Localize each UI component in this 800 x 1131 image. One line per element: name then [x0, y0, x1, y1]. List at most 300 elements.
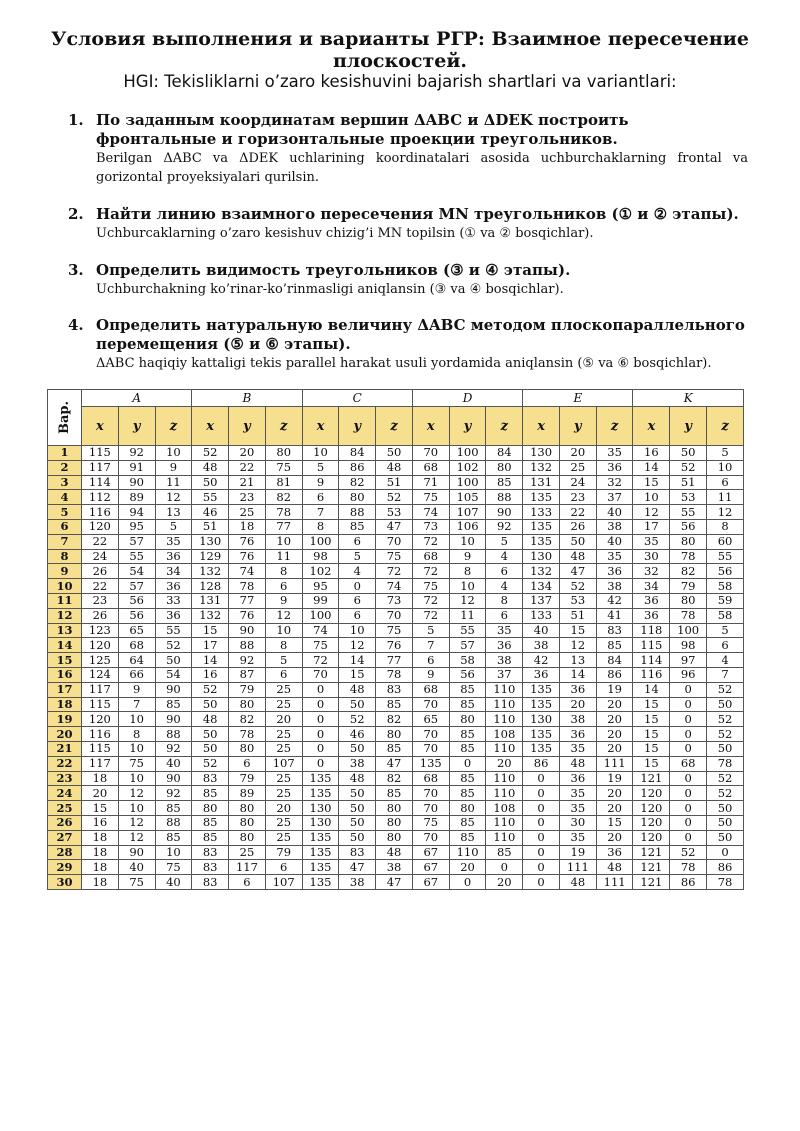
table-cell: 77 — [376, 653, 413, 668]
table-cell: 90 — [155, 771, 192, 786]
table-cell: 53 — [559, 593, 596, 608]
axis-header-e-x: x — [523, 407, 560, 446]
table-cell: 18 — [82, 875, 119, 890]
table-cell: 6 — [707, 638, 744, 653]
table-cell: 14 — [633, 682, 670, 697]
table-cell: 86 — [523, 756, 560, 771]
table-cell: 20 — [82, 786, 119, 801]
task-2 — [68, 205, 748, 243]
table-cell: 60 — [707, 534, 744, 549]
table-cell: 90 — [118, 845, 155, 860]
axis-header-row — [48, 407, 744, 446]
table-cell: 76 — [229, 549, 266, 564]
table-cell: 0 — [670, 830, 707, 845]
point-header-e: E — [523, 390, 633, 407]
table-cell: 37 — [596, 490, 633, 505]
table-cell: 80 — [376, 727, 413, 742]
table-cell: 56 — [118, 608, 155, 623]
table-cell: 70 — [412, 830, 449, 845]
table-cell: 25 — [265, 830, 302, 845]
table-cell: 85 — [486, 845, 523, 860]
table-cell: 85 — [449, 830, 486, 845]
table-cell: 83 — [376, 682, 413, 697]
table-cell: 40 — [596, 505, 633, 520]
table-cell: 8 — [449, 564, 486, 579]
table-cell: 19 — [596, 682, 633, 697]
table-cell: 15 — [192, 623, 229, 638]
table-cell: 52 — [707, 786, 744, 801]
table-cell: 72 — [412, 608, 449, 623]
variant-number: 5 — [48, 505, 82, 520]
table-cell: 116 — [82, 505, 119, 520]
table-cell: 25 — [265, 741, 302, 756]
task-3 — [68, 261, 748, 299]
table-cell: 16 — [633, 446, 670, 461]
variant-number: 18 — [48, 697, 82, 712]
table-cell: 18 — [229, 519, 266, 534]
table-cell: 35 — [596, 446, 633, 461]
table-cell: 20 — [559, 446, 596, 461]
task-number: 1. — [68, 111, 84, 129]
table-cell: 135 — [302, 875, 339, 890]
table-cell: 85 — [339, 519, 376, 534]
table-cell: 59 — [707, 593, 744, 608]
point-header-k: K — [633, 390, 744, 407]
table-cell: 58 — [449, 653, 486, 668]
table-cell: 20 — [559, 697, 596, 712]
table-cell: 84 — [596, 653, 633, 668]
table-cell: 80 — [449, 712, 486, 727]
table-cell: 86 — [670, 875, 707, 890]
table-cell: 112 — [82, 490, 119, 505]
table-cell: 23 — [229, 490, 266, 505]
table-cell: 40 — [523, 623, 560, 638]
table-cell: 50 — [707, 697, 744, 712]
table-cell: 35 — [559, 801, 596, 816]
table-cell: 133 — [523, 608, 560, 623]
task-number: 4. — [68, 316, 84, 334]
table-row — [48, 446, 744, 461]
table-cell: 40 — [155, 756, 192, 771]
table-cell: 135 — [523, 697, 560, 712]
table-cell: 40 — [118, 860, 155, 875]
table-cell: 117 — [229, 860, 266, 875]
table-cell: 7 — [707, 667, 744, 682]
table-cell: 135 — [302, 860, 339, 875]
table-cell: 8 — [707, 519, 744, 534]
table-cell: 10 — [118, 712, 155, 727]
table-cell: 10 — [339, 623, 376, 638]
table-row — [48, 771, 744, 786]
table-cell: 0 — [523, 771, 560, 786]
table-cell: 80 — [376, 801, 413, 816]
table-cell: 36 — [155, 549, 192, 564]
table-cell: 47 — [376, 756, 413, 771]
table-cell: 6 — [339, 608, 376, 623]
table-cell: 78 — [229, 727, 266, 742]
point-header-c: C — [302, 390, 412, 407]
variant-header-label: Вар. — [57, 400, 73, 435]
table-cell: 14 — [192, 653, 229, 668]
table-cell: 110 — [486, 830, 523, 845]
table-cell: 0 — [523, 801, 560, 816]
table-cell: 65 — [412, 712, 449, 727]
table-cell: 135 — [302, 845, 339, 860]
table-row — [48, 534, 744, 549]
table-cell: 0 — [670, 741, 707, 756]
axis-header-a-z: z — [155, 407, 192, 446]
variant-header — [48, 390, 82, 446]
table-cell: 80 — [192, 801, 229, 816]
table-cell: 135 — [412, 756, 449, 771]
table-cell: 110 — [486, 682, 523, 697]
axis-header-b-z: z — [265, 407, 302, 446]
table-cell: 95 — [118, 519, 155, 534]
table-cell: 6 — [302, 490, 339, 505]
table-cell: 114 — [633, 653, 670, 668]
table-cell: 35 — [559, 741, 596, 756]
table-cell: 80 — [376, 830, 413, 845]
table-cell: 0 — [670, 771, 707, 786]
table-cell: 0 — [302, 741, 339, 756]
axis-header-e-z: z — [596, 407, 633, 446]
table-cell: 52 — [155, 638, 192, 653]
task-text-uz: ΔABC haqiqiy kattaligi tekis parallel harakat usuli yordamida aniqlansin (⑤ va ⑥ bosqichlar). — [96, 356, 712, 371]
table-cell: 68 — [670, 756, 707, 771]
table-cell: 57 — [118, 534, 155, 549]
table-cell: 123 — [82, 623, 119, 638]
table-cell: 70 — [376, 608, 413, 623]
table-cell: 74 — [302, 623, 339, 638]
table-cell: 102 — [449, 460, 486, 475]
table-cell: 95 — [302, 579, 339, 594]
table-cell: 132 — [523, 460, 560, 475]
table-cell: 22 — [82, 534, 119, 549]
table-cell: 111 — [596, 756, 633, 771]
table-cell: 24 — [82, 549, 119, 564]
table-cell: 117 — [82, 756, 119, 771]
variant-number: 9 — [48, 564, 82, 579]
table-cell: 0 — [302, 727, 339, 742]
table-cell: 23 — [82, 593, 119, 608]
table-cell: 0 — [302, 697, 339, 712]
table-cell: 55 — [707, 549, 744, 564]
table-cell: 12 — [265, 608, 302, 623]
table-row — [48, 549, 744, 564]
table-row — [48, 697, 744, 712]
task-number: 2. — [68, 205, 84, 223]
table-cell: 50 — [192, 697, 229, 712]
table-cell: 8 — [302, 519, 339, 534]
table-cell: 86 — [707, 860, 744, 875]
table-cell: 5 — [339, 549, 376, 564]
table-cell: 120 — [82, 638, 119, 653]
table-cell: 17 — [192, 638, 229, 653]
table-cell: 78 — [670, 608, 707, 623]
variant-number: 25 — [48, 801, 82, 816]
table-cell: 50 — [339, 830, 376, 845]
task-text-uz: Uchburcaklarning o’zaro kesishuv chizig’i MN topilsin (① va ② bosqichlar). — [96, 226, 594, 241]
table-row — [48, 801, 744, 816]
table-cell: 85 — [449, 815, 486, 830]
table-cell: 0 — [707, 845, 744, 860]
table-cell: 57 — [449, 638, 486, 653]
table-cell: 80 — [229, 697, 266, 712]
table-cell: 100 — [302, 534, 339, 549]
table-row — [48, 653, 744, 668]
table-cell: 25 — [559, 460, 596, 475]
table-cell: 110 — [449, 845, 486, 860]
axis-header-b-y: y — [229, 407, 266, 446]
table-row — [48, 860, 744, 875]
table-cell: 50 — [376, 446, 413, 461]
table-cell: 88 — [155, 727, 192, 742]
table-cell: 111 — [596, 875, 633, 890]
table-cell: 85 — [376, 741, 413, 756]
table-cell: 78 — [265, 505, 302, 520]
table-cell: 110 — [486, 712, 523, 727]
table-cell: 80 — [265, 446, 302, 461]
table-cell: 54 — [118, 564, 155, 579]
table-cell: 35 — [596, 549, 633, 564]
table-cell: 76 — [229, 608, 266, 623]
table-cell: 85 — [449, 741, 486, 756]
table-cell: 10 — [265, 623, 302, 638]
table-cell: 98 — [670, 638, 707, 653]
table-cell: 78 — [229, 579, 266, 594]
table-cell: 5 — [486, 534, 523, 549]
table-cell: 85 — [192, 786, 229, 801]
table-cell: 115 — [82, 697, 119, 712]
table-cell: 4 — [339, 564, 376, 579]
axis-header-e-y: y — [559, 407, 596, 446]
table-cell: 100 — [670, 623, 707, 638]
table-cell: 132 — [523, 564, 560, 579]
table-cell: 92 — [155, 786, 192, 801]
table-cell: 5 — [265, 653, 302, 668]
table-cell: 85 — [486, 475, 523, 490]
table-cell: 15 — [633, 727, 670, 742]
table-cell: 75 — [412, 490, 449, 505]
table-cell: 97 — [670, 653, 707, 668]
table-cell: 4 — [486, 579, 523, 594]
table-cell: 106 — [449, 519, 486, 534]
table-cell: 82 — [339, 475, 376, 490]
table-cell: 85 — [449, 682, 486, 697]
table-row — [48, 712, 744, 727]
table-cell: 85 — [376, 697, 413, 712]
table-cell: 72 — [302, 653, 339, 668]
table-cell: 5 — [155, 519, 192, 534]
table-cell: 88 — [339, 505, 376, 520]
table-cell: 30 — [633, 549, 670, 564]
table-cell: 25 — [265, 682, 302, 697]
table-row — [48, 579, 744, 594]
table-cell: 5 — [412, 623, 449, 638]
table-row — [48, 608, 744, 623]
table-cell: 94 — [118, 505, 155, 520]
table-cell: 55 — [192, 490, 229, 505]
table-cell: 36 — [486, 638, 523, 653]
table-cell: 73 — [376, 593, 413, 608]
table-cell: 36 — [559, 727, 596, 742]
table-cell: 52 — [192, 682, 229, 697]
table-cell: 0 — [670, 682, 707, 697]
table-cell: 8 — [265, 638, 302, 653]
table-cell: 15 — [633, 741, 670, 756]
table-cell: 50 — [670, 446, 707, 461]
table-cell: 0 — [302, 756, 339, 771]
table-cell: 20 — [449, 860, 486, 875]
table-cell: 25 — [229, 505, 266, 520]
table-cell: 80 — [229, 741, 266, 756]
table-cell: 10 — [449, 534, 486, 549]
table-cell: 117 — [82, 460, 119, 475]
table-cell: 51 — [559, 608, 596, 623]
table-cell: 74 — [229, 564, 266, 579]
table-cell: 110 — [486, 741, 523, 756]
table-cell: 15 — [339, 667, 376, 682]
table-cell: 55 — [449, 623, 486, 638]
table-cell: 121 — [633, 860, 670, 875]
table-cell: 70 — [412, 741, 449, 756]
table-cell: 5 — [302, 460, 339, 475]
table-cell: 41 — [596, 608, 633, 623]
table-cell: 6 — [265, 667, 302, 682]
table-cell: 86 — [339, 460, 376, 475]
table-cell: 90 — [155, 682, 192, 697]
axis-header-k-x: x — [633, 407, 670, 446]
table-cell: 50 — [339, 815, 376, 830]
table-cell: 85 — [596, 638, 633, 653]
table-cell: 20 — [486, 756, 523, 771]
table-cell: 0 — [523, 815, 560, 830]
table-cell: 83 — [192, 860, 229, 875]
table-cell: 115 — [82, 446, 119, 461]
variant-number: 6 — [48, 519, 82, 534]
table-row — [48, 667, 744, 682]
table-cell: 10 — [118, 801, 155, 816]
table-cell: 50 — [707, 741, 744, 756]
table-cell: 9 — [118, 682, 155, 697]
table-cell: 10 — [155, 845, 192, 860]
table-cell: 20 — [486, 875, 523, 890]
table-cell: 50 — [707, 815, 744, 830]
table-cell: 67 — [412, 860, 449, 875]
table-cell: 81 — [265, 475, 302, 490]
table-cell: 6 — [265, 860, 302, 875]
table-cell: 52 — [192, 756, 229, 771]
table-cell: 121 — [633, 771, 670, 786]
table-cell: 121 — [633, 875, 670, 890]
table-cell: 20 — [596, 830, 633, 845]
table-cell: 83 — [192, 875, 229, 890]
table-cell: 73 — [412, 519, 449, 534]
table-cell: 120 — [633, 801, 670, 816]
table-cell: 35 — [633, 534, 670, 549]
table-cell: 50 — [339, 786, 376, 801]
table-cell: 12 — [118, 815, 155, 830]
page-subtitle: HGI: Tekisliklarni o’zaro kesishuvini bajarish shartlari va variantlari: — [123, 72, 677, 91]
table-cell: 0 — [523, 860, 560, 875]
table-row — [48, 815, 744, 830]
table-cell: 85 — [376, 786, 413, 801]
table-cell: 40 — [155, 875, 192, 890]
variant-number: 21 — [48, 741, 82, 756]
table-cell: 120 — [633, 815, 670, 830]
table-cell: 78 — [670, 549, 707, 564]
table-row — [48, 623, 744, 638]
table-cell: 100 — [302, 608, 339, 623]
table-cell: 36 — [523, 667, 560, 682]
table-cell: 6 — [486, 608, 523, 623]
table-cell: 107 — [265, 756, 302, 771]
table-cell: 82 — [376, 771, 413, 786]
table-cell: 20 — [265, 801, 302, 816]
table-cell: 89 — [118, 490, 155, 505]
table-cell: 85 — [192, 815, 229, 830]
table-cell: 8 — [265, 564, 302, 579]
table-cell: 99 — [302, 593, 339, 608]
table-cell: 36 — [155, 608, 192, 623]
table-row — [48, 875, 744, 890]
table-cell: 0 — [486, 860, 523, 875]
point-header-row — [48, 390, 744, 407]
table-cell: 100 — [449, 446, 486, 461]
variant-number: 2 — [48, 460, 82, 475]
table-row — [48, 519, 744, 534]
table-cell: 120 — [633, 786, 670, 801]
table-cell: 52 — [707, 771, 744, 786]
table-cell: 80 — [449, 801, 486, 816]
table-cell: 74 — [376, 579, 413, 594]
table-row — [48, 830, 744, 845]
table-cell: 85 — [155, 830, 192, 845]
table-cell: 14 — [633, 460, 670, 475]
table-row — [48, 505, 744, 520]
table-cell: 16 — [192, 667, 229, 682]
table-cell: 115 — [633, 638, 670, 653]
table-cell: 36 — [596, 845, 633, 860]
table-cell: 21 — [229, 475, 266, 490]
table-cell: 6 — [229, 875, 266, 890]
table-cell: 33 — [155, 593, 192, 608]
table-cell: 83 — [192, 845, 229, 860]
axis-header-d-y: y — [449, 407, 486, 446]
table-cell: 0 — [449, 875, 486, 890]
table-cell: 32 — [633, 564, 670, 579]
table-cell: 15 — [633, 697, 670, 712]
table-cell: 82 — [670, 564, 707, 579]
variant-number: 19 — [48, 712, 82, 727]
variant-number: 8 — [48, 549, 82, 564]
table-cell: 0 — [670, 697, 707, 712]
table-cell: 72 — [412, 593, 449, 608]
table-cell: 52 — [670, 845, 707, 860]
table-cell: 50 — [559, 534, 596, 549]
table-cell: 75 — [376, 623, 413, 638]
table-cell: 88 — [229, 638, 266, 653]
table-cell: 80 — [339, 490, 376, 505]
table-cell: 6 — [339, 593, 376, 608]
table-cell: 120 — [633, 830, 670, 845]
table-cell: 40 — [596, 534, 633, 549]
table-row — [48, 741, 744, 756]
table-cell: 22 — [82, 579, 119, 594]
table-cell: 70 — [302, 667, 339, 682]
variant-number: 4 — [48, 490, 82, 505]
point-header-d: D — [412, 390, 522, 407]
